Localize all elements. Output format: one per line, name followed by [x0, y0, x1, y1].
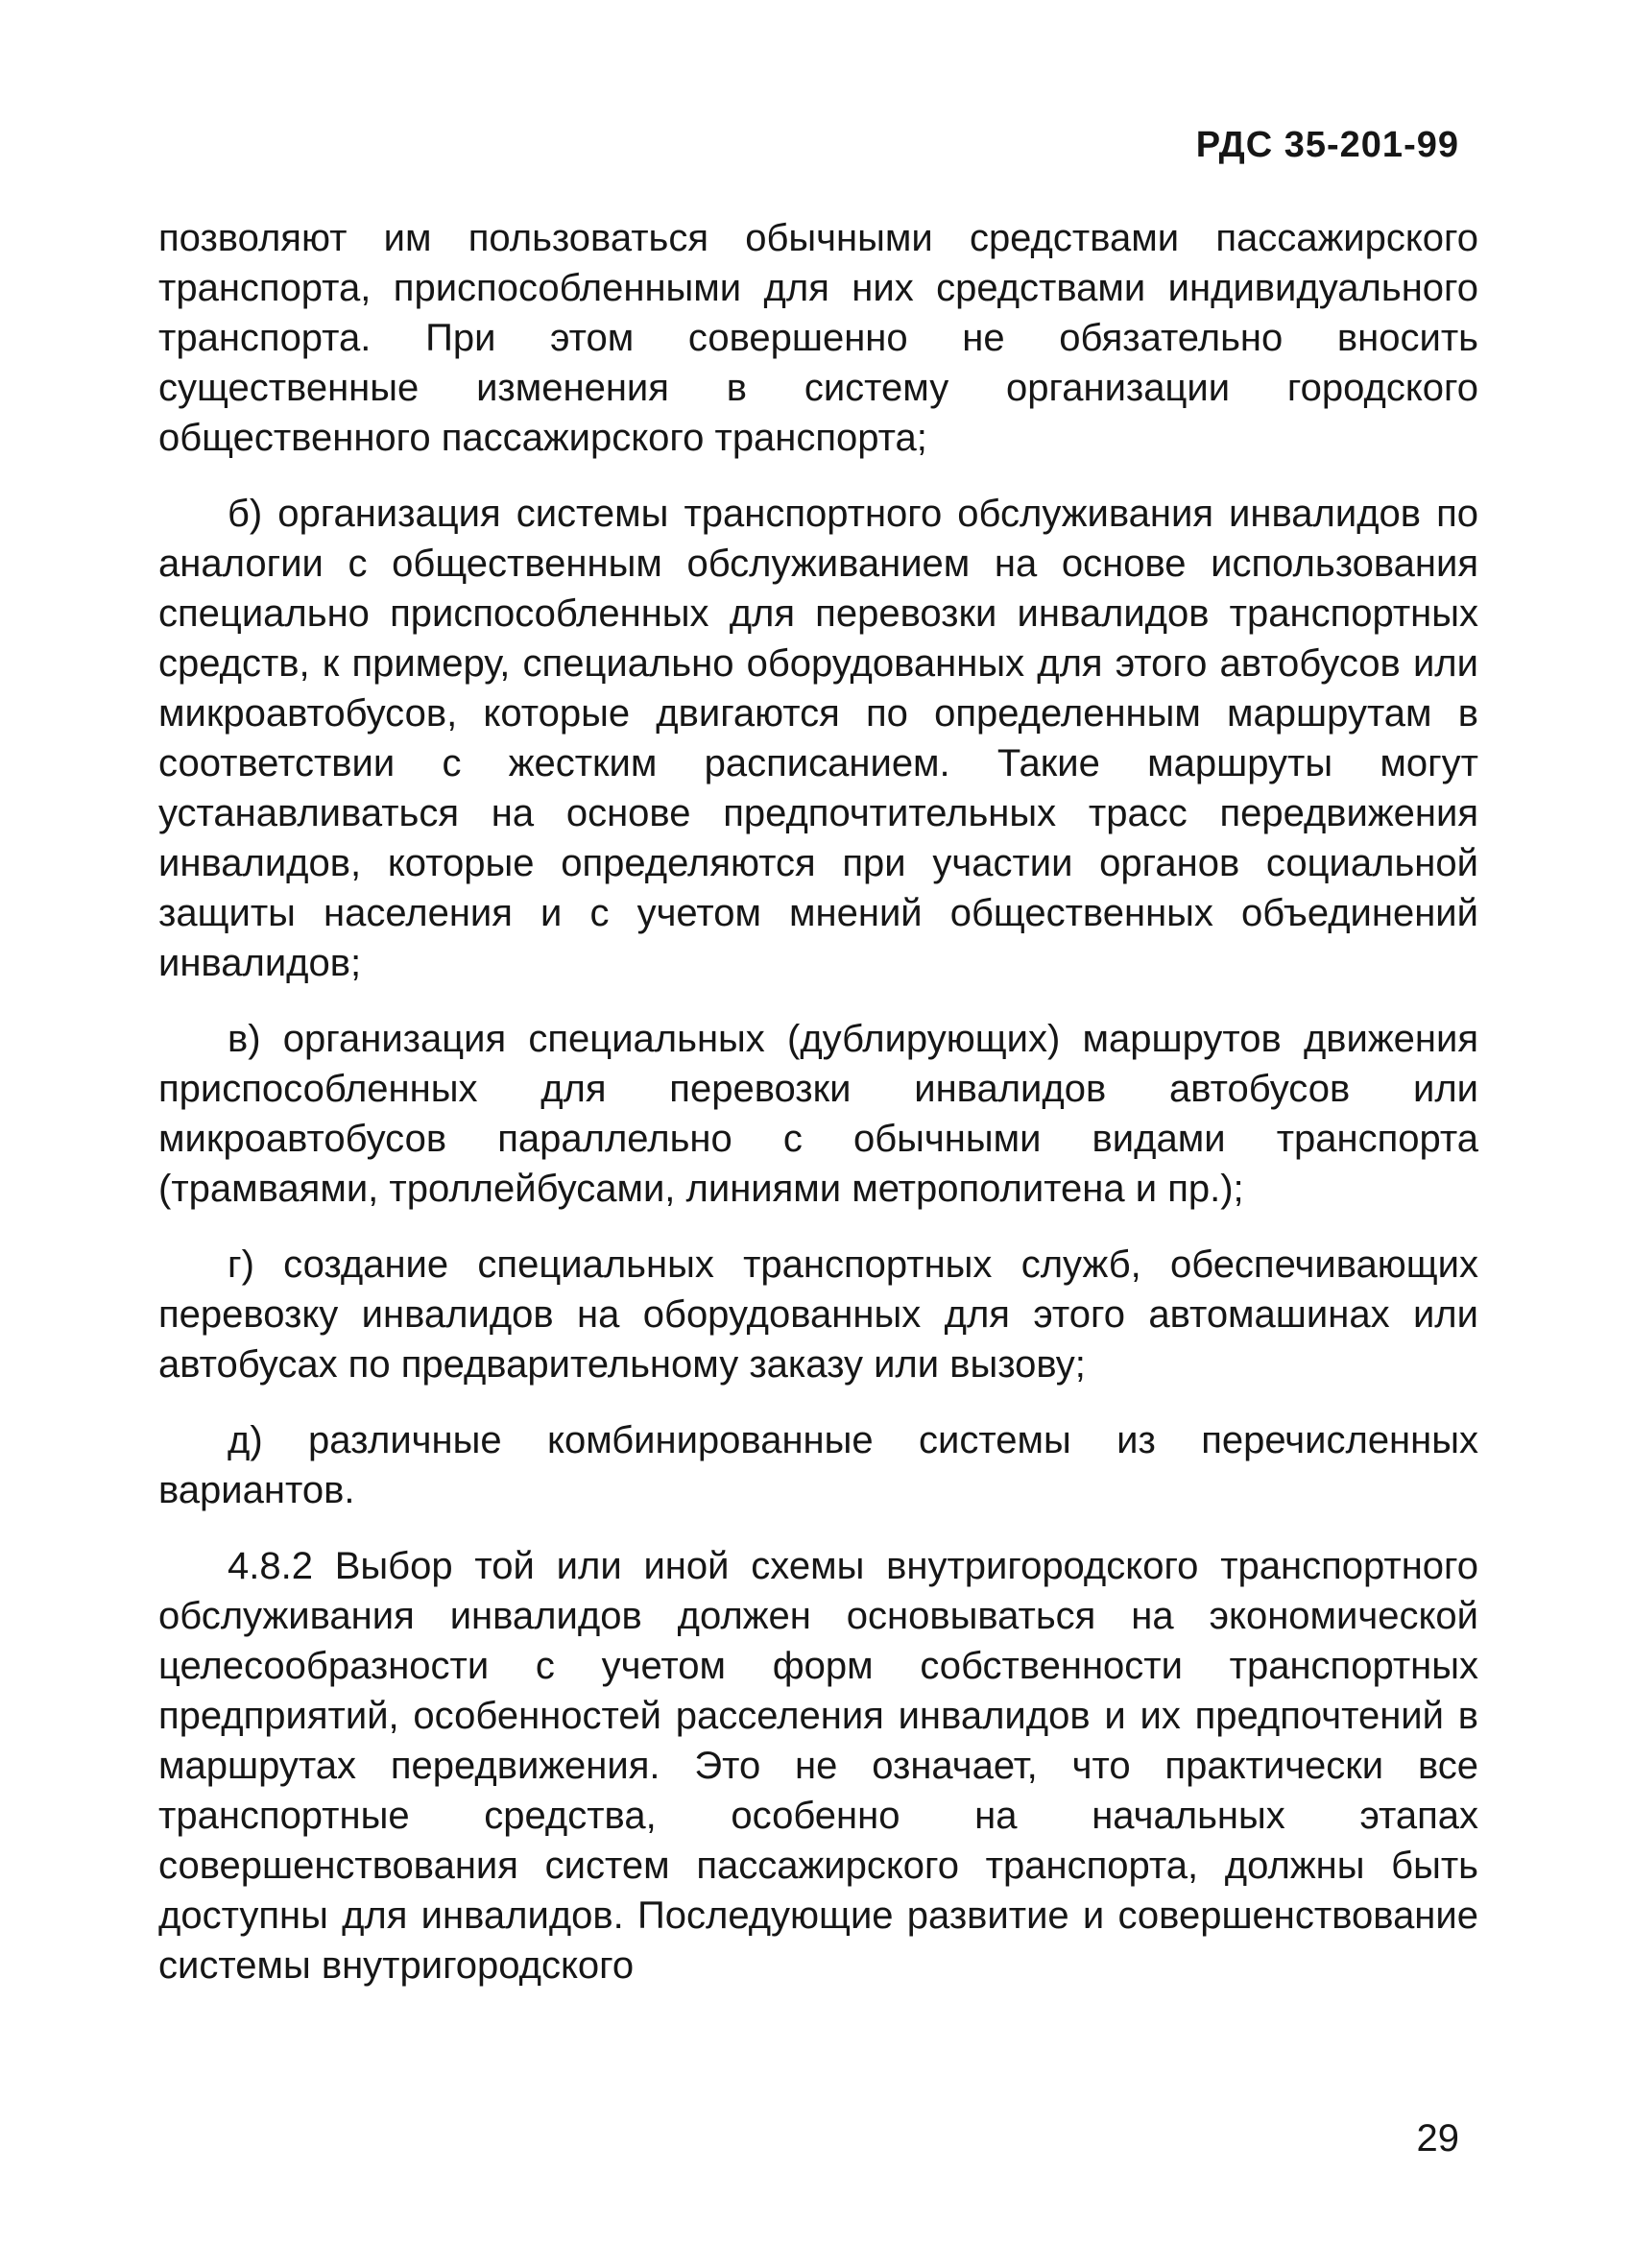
body-text — [158, 213, 1478, 2016]
page-number: 29 — [1416, 2117, 1459, 2159]
section-4-8-2-paragraph: 4.8.2 Выбор той или иной схемы внутригородского транспортного обслуживания инвалидов должен основываться на экономической целесообразности с учетом форм собственности транспортных предприятий, особенностей расселения инвалидов и их предпочтений в маршрутах передвижения. Это не означает, что практически все транспортные средства, особенно на начальных этапах совершенствования систем пассажирского транспорта, должны быть доступны для инвалидов. Последующие развитие и совершенствование системы внутригородского — [158, 1545, 1478, 1987]
document-code: РДС 35-201-99 — [1195, 125, 1459, 165]
list-item-d: д) различные комбинированные системы из перечисленных вариантов. — [158, 1419, 1478, 1511]
list-item-g: г) создание специальных транспортных служб, обеспечивающих перевозку инвалидов на оборудованных для этого автомашинах или автобусах по предварительному заказу или вызову; — [158, 1243, 1478, 1386]
paragraph-continuation: позволяют им пользоваться обычными средствами пассажирского транспорта, приспособленными для них средствами индивидуального транспорта. При этом совершенно не обязательно вносить существенные изменения в систему организации городского общественного пассажирского транспорта; — [158, 217, 1478, 459]
list-item-v: в) организация специальных (дублирующих) маршрутов движения приспособленных для перевозки инвалидов автобусов или микроавтобусов параллельно с обычными видами транспорта (трамваями, троллейбусами, линиями метрополитена и пр.); — [158, 1018, 1478, 1210]
list-item-b: б) организация системы транспортного обслуживания инвалидов по аналогии с общественным обслуживанием на основе использования специально приспособленных для перевозки инвалидов транспортных средств, к примеру, специально оборудованных для этого автобусов или микроавтобусов, которые двигаются по определенным маршрутам в соответствии с жестким расписанием. Такие маршруты могут устанавливаться на основе предпочтительных трасс передвижения инвалидов, которые определяются при участии органов социальной защиты населения и с учетом мнений общественных объединений инвалидов; — [158, 493, 1478, 984]
